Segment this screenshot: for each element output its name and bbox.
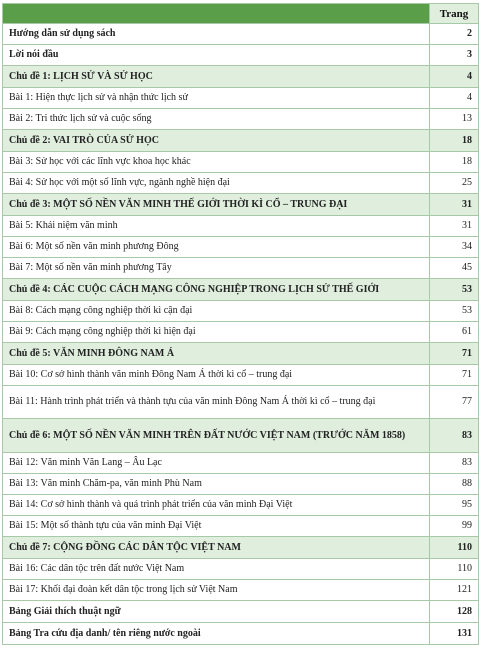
toc-entry-title: Chủ đề 4: CÁC CUỘC CÁCH MẠNG CÔNG NGHIỆP TRONG LỊCH SỬ THẾ GIỚI — [3, 279, 430, 301]
toc-entry-title: Bài 12: Văn minh Văn Lang – Âu Lạc — [3, 453, 430, 474]
toc-entry-title: Bài 14: Cơ sở hình thành và quá trình phát triển của văn minh Đại Việt — [3, 495, 430, 516]
toc-entry-title: Bài 4: Sử học với một số lĩnh vực, ngành nghề hiện đại — [3, 173, 430, 194]
toc-entry-page: 31 — [430, 194, 479, 216]
table-of-contents — [2, 3, 479, 645]
toc-entry-page: 121 — [430, 580, 479, 601]
toc-lesson-row[interactable] — [3, 301, 479, 322]
toc-lesson-row[interactable] — [3, 152, 479, 173]
toc-lesson-row[interactable] — [3, 173, 479, 194]
toc-lesson-row[interactable] — [3, 258, 479, 279]
toc-entry-page: 13 — [430, 109, 479, 130]
toc-lesson-row[interactable] — [3, 109, 479, 130]
toc-entry-page: 53 — [430, 301, 479, 322]
toc-entry-page: 77 — [430, 386, 479, 419]
toc-entry-title: Chủ đề 2: VAI TRÒ CỦA SỬ HỌC — [3, 130, 430, 152]
toc-entry-page: 3 — [430, 45, 479, 66]
toc-entry-page: 45 — [430, 258, 479, 279]
toc-lesson-row[interactable] — [3, 322, 479, 343]
toc-entry-page: 110 — [430, 537, 479, 559]
toc-entry-title: Bài 3: Sử học với các lĩnh vực khoa học khác — [3, 152, 430, 173]
toc-entry-page: 110 — [430, 559, 479, 580]
toc-entry-title: Bài 7: Một số nền văn minh phương Tây — [3, 258, 430, 279]
toc-lesson-row[interactable] — [3, 453, 479, 474]
toc-entry-page: 4 — [430, 66, 479, 88]
toc-entry-page: 131 — [430, 623, 479, 645]
toc-section-row[interactable] — [3, 24, 479, 45]
toc-entry-page: 31 — [430, 216, 479, 237]
toc-entry-page: 18 — [430, 130, 479, 152]
toc-body — [3, 24, 479, 645]
toc-entry-page: 71 — [430, 365, 479, 386]
toc-topic-row[interactable] — [3, 279, 479, 301]
toc-entry-page: 128 — [430, 601, 479, 623]
toc-entry-title: Bài 9: Cách mạng công nghiệp thời kì hiện đại — [3, 322, 430, 343]
toc-entry-title: Bài 17: Khối đại đoàn kết dân tộc trong lịch sử Việt Nam — [3, 580, 430, 601]
toc-entry-page: 99 — [430, 516, 479, 537]
toc-topic-row[interactable] — [3, 537, 479, 559]
toc-entry-title: Bài 8: Cách mạng công nghiệp thời kì cận đại — [3, 301, 430, 322]
toc-entry-page: 95 — [430, 495, 479, 516]
toc-entry-title: Bài 6: Một số nền văn minh phương Đông — [3, 237, 430, 258]
toc-entry-title: Bài 13: Văn minh Chăm-pa, văn minh Phù Nam — [3, 474, 430, 495]
toc-entry-page: 53 — [430, 279, 479, 301]
toc-entry-title: Chủ đề 5: VĂN MINH ĐÔNG NAM Á — [3, 343, 430, 365]
toc-entry-title: Bài 2: Tri thức lịch sử và cuộc sống — [3, 109, 430, 130]
toc-entry-title: Bài 16: Các dân tộc trên đất nước Việt Nam — [3, 559, 430, 580]
toc-entry-title: Lời nói đầu — [3, 45, 430, 66]
toc-lesson-row[interactable] — [3, 216, 479, 237]
toc-topic-row[interactable] — [3, 343, 479, 365]
toc-section-row[interactable] — [3, 623, 479, 645]
toc-lesson-row[interactable] — [3, 495, 479, 516]
toc-lesson-row[interactable] — [3, 580, 479, 601]
toc-entry-title: Bảng Giải thích thuật ngữ — [3, 601, 430, 623]
toc-section-row[interactable] — [3, 601, 479, 623]
toc-lesson-row[interactable] — [3, 386, 479, 419]
toc-entry-page: 18 — [430, 152, 479, 173]
toc-entry-page: 34 — [430, 237, 479, 258]
toc-entry-title: Chủ đề 1: LỊCH SỬ VÀ SỬ HỌC — [3, 66, 430, 88]
toc-entry-title: Bài 10: Cơ sở hình thành văn minh Đông Nam Á thời kì cổ – trung đại — [3, 365, 430, 386]
header-title-cell — [3, 4, 430, 24]
toc-entry-title: Chủ đề 3: MỘT SỐ NỀN VĂN MINH THẾ GIỚI THỜI KÌ CỔ – TRUNG ĐẠI — [3, 194, 430, 216]
toc-lesson-row[interactable] — [3, 365, 479, 386]
toc-lesson-row[interactable] — [3, 516, 479, 537]
toc-entry-title: Bảng Tra cứu địa danh/ tên riêng nước ngoài — [3, 623, 430, 645]
toc-lesson-row[interactable] — [3, 559, 479, 580]
toc-topic-row[interactable] — [3, 419, 479, 453]
toc-entry-title: Chủ đề 6: MỘT SỐ NỀN VĂN MINH TRÊN ĐẤT NƯỚC VIỆT NAM (TRƯỚC NĂM 1858) — [3, 419, 430, 453]
toc-entry-title: Chủ đề 7: CỘNG ĐỒNG CÁC DÂN TỘC VIỆT NAM — [3, 537, 430, 559]
toc-entry-title: Bài 5: Khái niệm văn minh — [3, 216, 430, 237]
toc-entry-page: 83 — [430, 453, 479, 474]
toc-entry-title: Bài 15: Một số thành tựu của văn minh Đại Việt — [3, 516, 430, 537]
toc-topic-row[interactable] — [3, 66, 479, 88]
toc-entry-title: Bài 11: Hành trình phát triển và thành tựu của văn minh Đông Nam Á thời kì cổ – trung đại — [3, 386, 430, 419]
toc-entry-page: 2 — [430, 24, 479, 45]
toc-entry-page: 83 — [430, 419, 479, 453]
toc-entry-page: 71 — [430, 343, 479, 365]
toc-section-row[interactable] — [3, 45, 479, 66]
toc-entry-page: 4 — [430, 88, 479, 109]
toc-lesson-row[interactable] — [3, 88, 479, 109]
toc-entry-title: Bài 1: Hiện thực lịch sử và nhận thức lịch sử — [3, 88, 430, 109]
toc-lesson-row[interactable] — [3, 474, 479, 495]
toc-entry-page: 25 — [430, 173, 479, 194]
toc-entry-page: 61 — [430, 322, 479, 343]
toc-lesson-row[interactable] — [3, 237, 479, 258]
toc-entry-page: 88 — [430, 474, 479, 495]
toc-topic-row[interactable] — [3, 130, 479, 152]
toc-topic-row[interactable] — [3, 194, 479, 216]
toc-entry-title: Hướng dẫn sử dụng sách — [3, 24, 430, 45]
header-page-cell: Trang — [430, 4, 479, 24]
